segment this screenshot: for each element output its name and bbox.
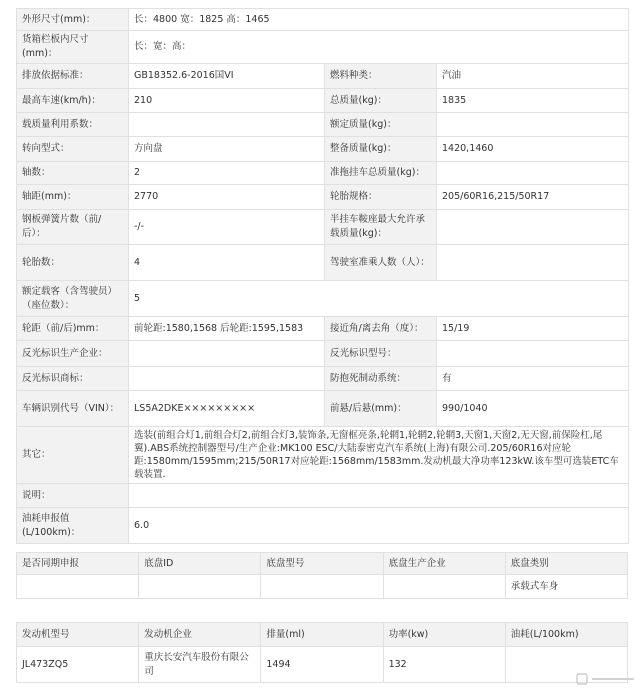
spec-row-max-speed [17,89,629,113]
spec-value: 1835 [437,89,629,113]
spec-label: 反光标识商标： [17,367,129,391]
spec-value: 15/19 [437,317,629,341]
spec-label: 反光标识型号： [325,341,437,367]
spec-value [129,341,325,367]
spec-label: 总质量(kg)： [325,89,437,113]
spec-label: 轴数： [17,162,129,185]
spec-label: 驾驶室准乘人数（人）： [325,245,437,281]
chassis-cell [383,575,505,599]
spec-label: 其它： [17,427,129,484]
spec-value: 长：宽：高： [129,31,629,64]
spec-label: 准拖挂车总质量(kg)： [325,162,437,185]
spec-value [129,484,629,508]
spec-value: 有 [437,367,629,391]
spec-value: LS5A2DKE××××××××× [129,391,325,427]
spec-label: 防抱死制动系统： [325,367,437,391]
spec-value: 前轮距:1580,1568 后轮距:1595,1583 [129,317,325,341]
engine-data-row [17,647,628,683]
spec-value: -/- [129,210,325,245]
spec-label: 载质量利用系数： [17,113,129,137]
spec-row-load-factor [17,113,629,137]
chassis-data-row [17,575,628,599]
spec-label: 额定载客（含驾驶员）（座位数）： [17,281,129,317]
spec-value: 4 [129,245,325,281]
spec-row-fuel-consumption [17,508,629,544]
chassis-cell: 承载式车身 [505,575,627,599]
spec-label: 轴距(mm)： [17,185,129,210]
spec-label: 燃料种类： [325,64,437,89]
spec-value: 1420,1460 [437,137,629,162]
spec-label: 轮距（前/后)mm： [17,317,129,341]
chassis-header-cell: 底盘型号 [261,553,383,575]
spec-row-leaf-springs [17,210,629,245]
spec-label: 整备质量(kg)： [325,137,437,162]
engine-header-cell: 油耗(L/100km) [505,623,627,647]
spec-label: 说明： [17,484,129,508]
spec-row-vin [17,391,629,427]
spec-value [437,162,629,185]
chassis-cell [261,575,383,599]
spec-value [437,341,629,367]
spec-row-notes [17,484,629,508]
spec-label: 最高车速(km/h)： [17,89,129,113]
spec-label: 反光标识生产企业： [17,341,129,367]
spec-value: 205/60R16,215/50R17 [437,185,629,210]
spec-label: 前悬/后悬(mm)： [325,391,437,427]
chassis-header-cell: 底盘ID [139,553,261,575]
spec-label: 转向型式： [17,137,129,162]
spec-value: 6.0 [129,508,629,544]
spec-label: 轮胎规格： [325,185,437,210]
chassis-header-row [17,553,628,575]
engine-cell: 重庆长安汽车股份有限公司 [139,647,261,683]
spec-value: 2 [129,162,325,185]
spec-value: 990/1040 [437,391,629,427]
spec-row-wheelbase [17,185,629,210]
spec-row-dimensions [17,9,629,31]
spec-row-other [17,427,629,484]
spec-label: 车辆识别代号（VIN）： [17,391,129,427]
spec-value [437,245,629,281]
spec-label: 排放依据标准： [17,64,129,89]
spec-value: GB18352.6-2016国VI [129,64,325,89]
chassis-cell [139,575,261,599]
spec-label: 油耗申报值(L/100km)： [17,508,129,544]
engine-cell: 1494 [261,647,383,683]
spec-row-reflector-maker [17,341,629,367]
spec-label: 接近角/离去角（度）： [325,317,437,341]
spec-value: 汽油 [437,64,629,89]
spec-row-track [17,317,629,341]
spec-table [16,8,629,544]
spec-row-seats [17,281,629,317]
engine-table [16,622,628,683]
spec-row-emission [17,64,629,89]
chassis-header-cell: 底盘类别 [505,553,627,575]
spec-row-reflector-brand [17,367,629,391]
spec-value: 5 [129,281,629,317]
spec-row-steering [17,137,629,162]
spec-label: 额定质量(kg)： [325,113,437,137]
spec-value [129,113,325,137]
chassis-header-cell: 是否同期申报 [17,553,139,575]
spec-value: 方向盘 [129,137,325,162]
spec-value: 2770 [129,185,325,210]
spec-value [437,210,629,245]
chassis-cell [17,575,139,599]
engine-header-cell: 功率(kw) [383,623,505,647]
spec-value: 210 [129,89,325,113]
engine-cell: JL473ZQ5 [17,647,139,683]
spec-row-tires [17,245,629,281]
chassis-table [16,552,628,599]
spec-value [129,367,325,391]
spec-value [437,113,629,137]
engine-header-row [17,623,628,647]
watermark-icon [576,672,636,686]
spec-value: 选装(前组合灯1,前组合灯2,前组合灯3,装饰条,无窗框亮条,轮辋1,轮辋2,轮辋3,天窗1,天窗2,无天窗,前保险杠,尾翼).ABS系统控制器型号/生产企业:MK100 ESC/大陆泰密克汽车系统(上海)有限公司.205/60R16对应轮距:1580mm/1595mm;215/50R17对应轮距:1568mm/1583mm.发动机最大净功率123kW.该车型可选装ETC车载装置. [129,427,629,484]
engine-header-cell: 发动机型号 [17,623,139,647]
watermark-logo [576,672,636,689]
engine-header-cell: 发动机企业 [139,623,261,647]
chassis-header-cell: 底盘生产企业 [383,553,505,575]
spec-label: 半挂车鞍座最大允许承载质量(kg)： [325,210,437,245]
spec-label: 外形尺寸(mm)： [17,9,129,31]
spec-value: 长：4800 宽：1825 高：1465 [129,9,629,31]
spec-label: 货箱栏板内尺寸(mm)： [17,31,129,64]
engine-header-cell: 排量(ml) [261,623,383,647]
spec-label: 钢板弹簧片数（前/后）： [17,210,129,245]
spec-row-axles [17,162,629,185]
spec-row-cargo-box [17,31,629,64]
engine-cell: 132 [383,647,505,683]
spec-label: 轮胎数： [17,245,129,281]
